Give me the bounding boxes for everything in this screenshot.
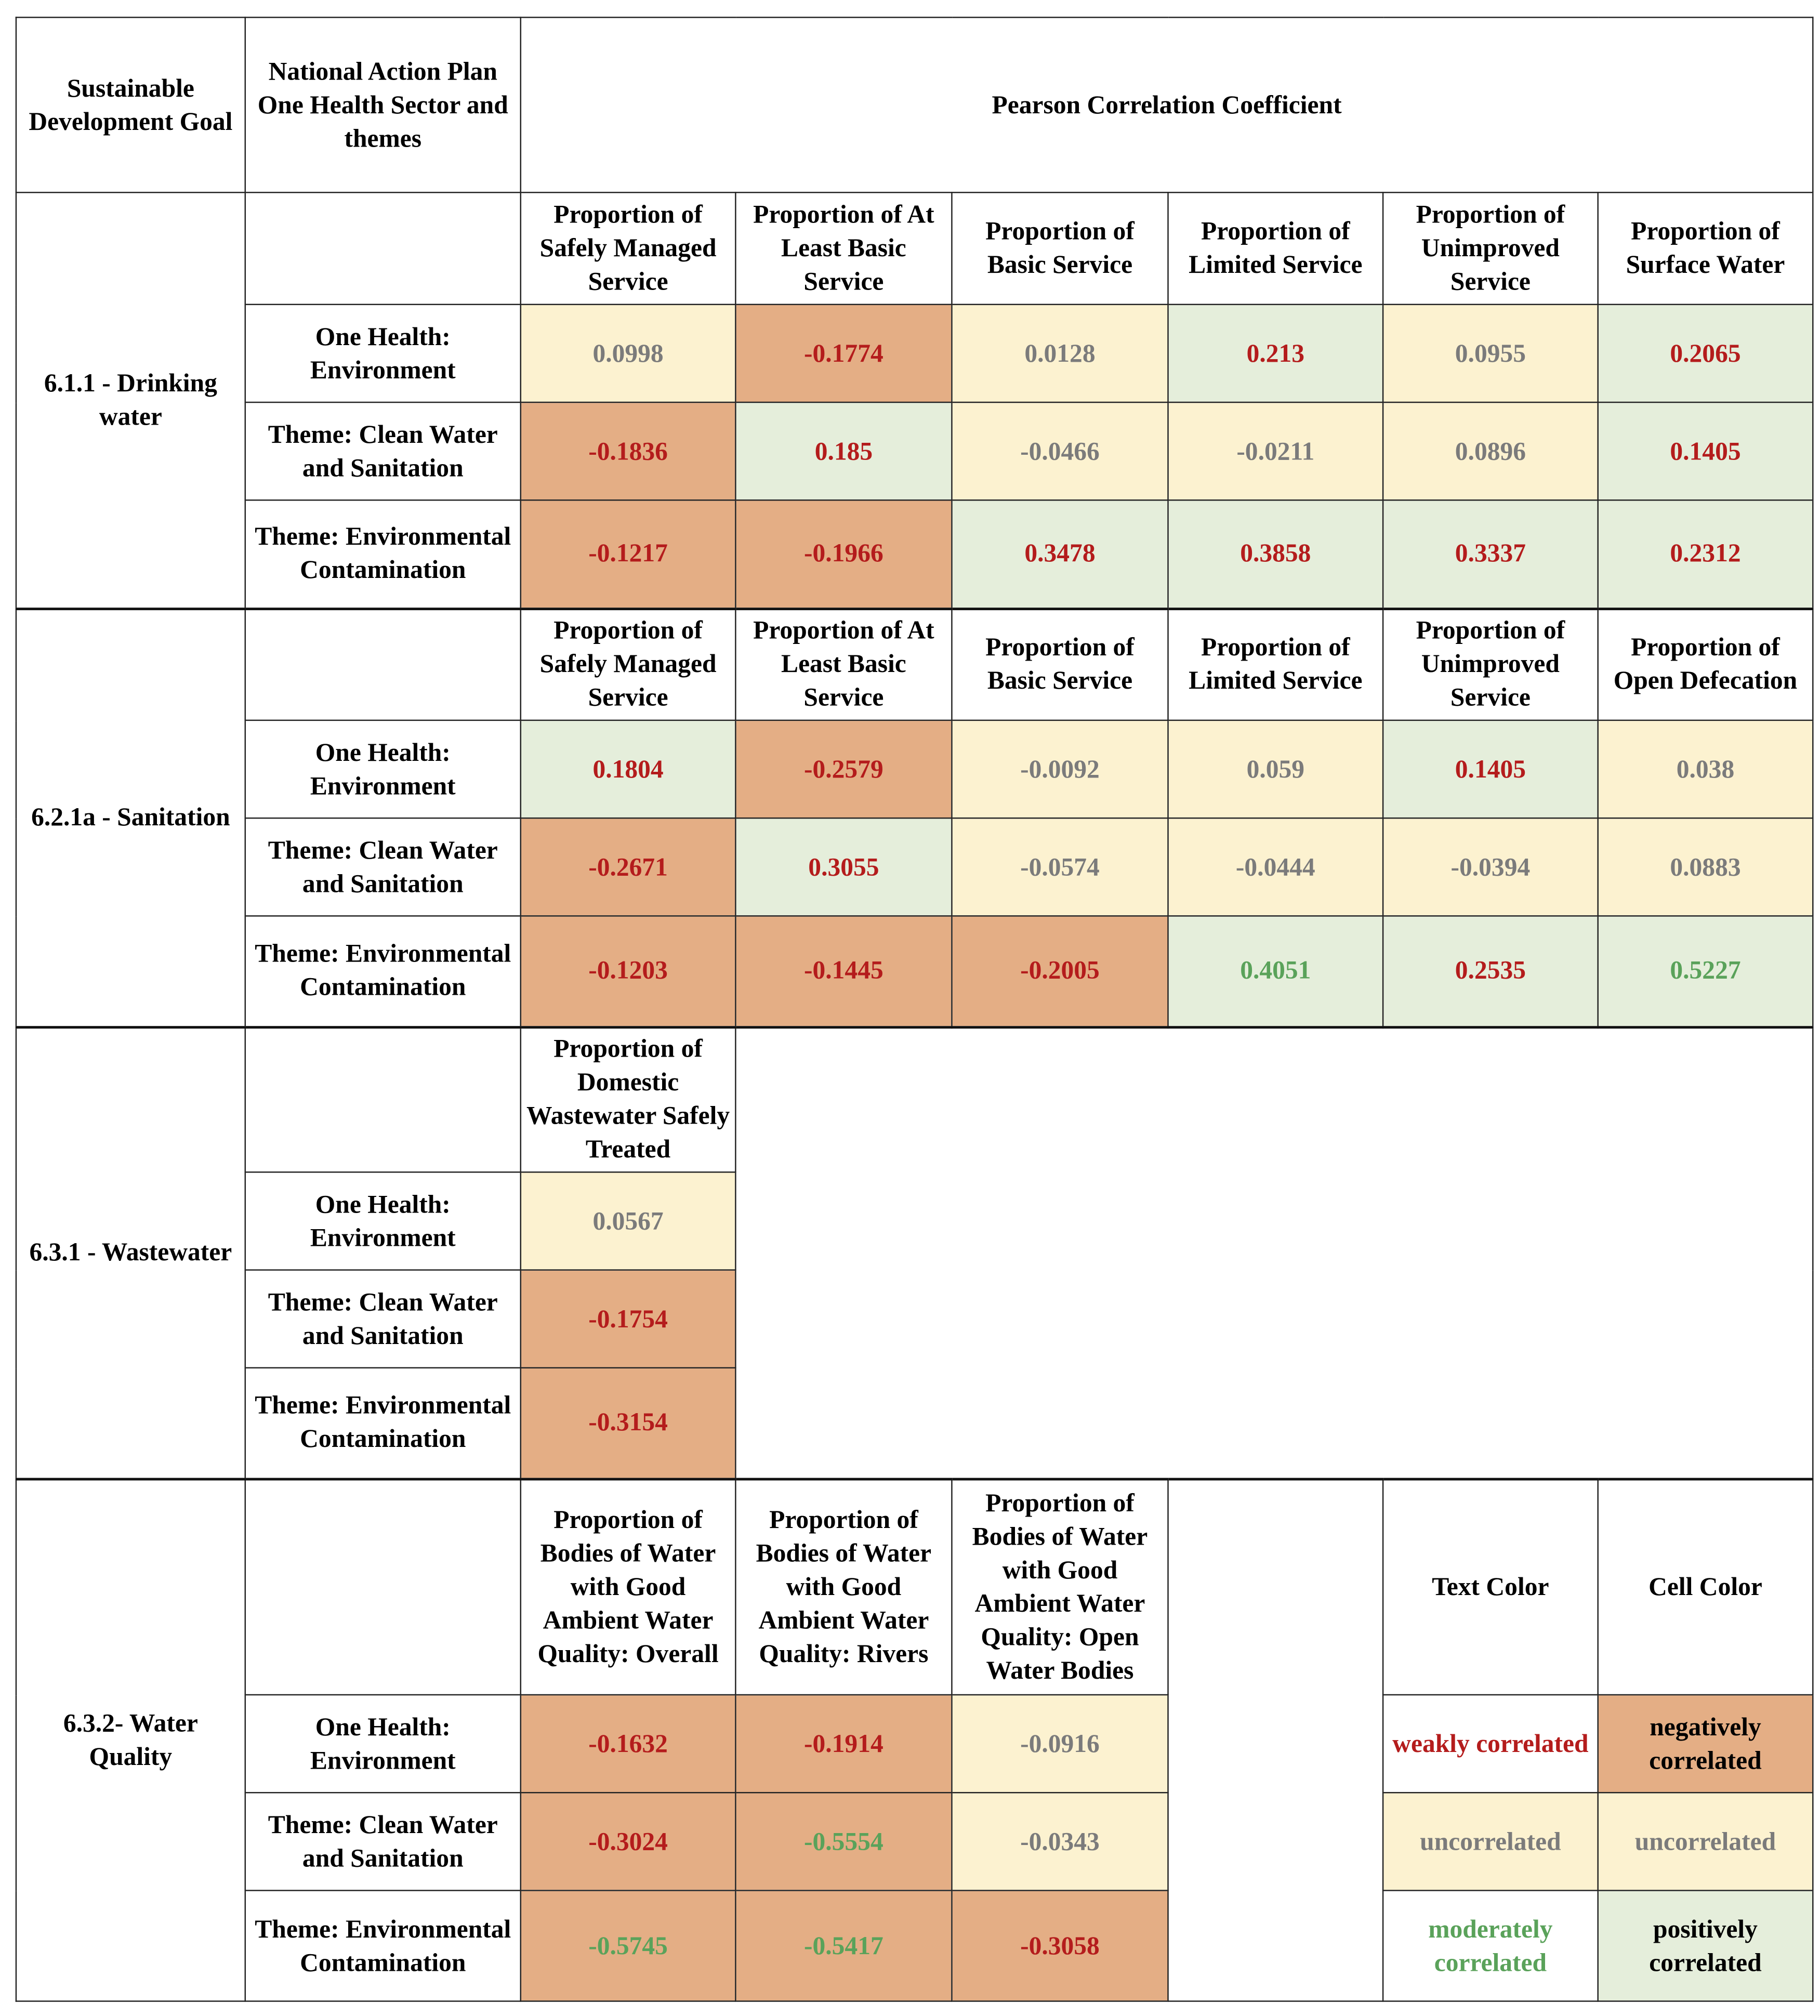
value-cell: 0.213 bbox=[1168, 305, 1383, 402]
value-cell: -0.1754 bbox=[521, 1270, 736, 1368]
row-header: Theme: Clean Water and Sanitation bbox=[245, 1793, 521, 1890]
value-cell: 0.0883 bbox=[1598, 818, 1813, 916]
value-cell: -0.1632 bbox=[521, 1695, 736, 1793]
row-header: Theme: Environmental Contamination bbox=[245, 1890, 521, 2001]
value-cell: -0.0092 bbox=[952, 720, 1168, 818]
legend-text-color-header: Text Color bbox=[1383, 1479, 1598, 1695]
column-header: Proportion of Surface Water bbox=[1598, 192, 1813, 304]
header-goal: Sustainable Development Goal bbox=[16, 17, 245, 192]
value-cell: -0.5417 bbox=[735, 1890, 952, 2001]
column-header: Proportion of At Least Basic Service bbox=[735, 192, 952, 304]
row-header: Theme: Environmental Contamination bbox=[245, 916, 521, 1026]
value-cell: -0.3154 bbox=[521, 1368, 736, 1479]
empty-area bbox=[735, 1026, 1813, 1478]
value-cell: -0.0394 bbox=[1383, 818, 1598, 916]
value-cell: 0.0567 bbox=[521, 1172, 736, 1270]
column-header: Proportion of Domestic Wastewater Safely Treated bbox=[521, 1026, 736, 1172]
blank-cell bbox=[1168, 1479, 1383, 2001]
value-cell: -0.0916 bbox=[952, 1695, 1168, 1793]
value-cell: 0.3858 bbox=[1168, 500, 1383, 608]
row-header: Theme: Clean Water and Sanitation bbox=[245, 1270, 521, 1368]
value-cell: -0.1774 bbox=[735, 305, 952, 402]
row-header: Theme: Clean Water and Sanitation bbox=[245, 402, 521, 500]
value-cell: 0.4051 bbox=[1168, 916, 1383, 1026]
goal-sanitation: 6.2.1a - Sanitation bbox=[16, 608, 245, 1026]
value-cell: -0.2579 bbox=[735, 720, 952, 818]
legend-negative: negatively correlated bbox=[1598, 1695, 1813, 1793]
header-sector: National Action Plan One Health Sector and themes bbox=[245, 17, 521, 192]
row-header: Theme: Environmental Contamination bbox=[245, 500, 521, 608]
column-header: Proportion of Unimproved Service bbox=[1383, 192, 1598, 304]
value-cell: -0.1914 bbox=[735, 1695, 952, 1793]
value-cell: 0.0896 bbox=[1383, 402, 1598, 500]
column-header: Proportion of Basic Service bbox=[952, 192, 1168, 304]
value-cell: -0.0444 bbox=[1168, 818, 1383, 916]
value-cell: 0.059 bbox=[1168, 720, 1383, 818]
header-pearson: Pearson Correlation Coefficient bbox=[521, 17, 1813, 192]
value-cell: -0.1203 bbox=[521, 916, 736, 1026]
value-cell: 0.2312 bbox=[1598, 500, 1813, 608]
value-cell: 0.2065 bbox=[1598, 305, 1813, 402]
column-header: Proportion of Safely Managed Service bbox=[521, 608, 736, 720]
row-header: Theme: Clean Water and Sanitation bbox=[245, 818, 521, 916]
value-cell: -0.2005 bbox=[952, 916, 1168, 1026]
value-cell: 0.5227 bbox=[1598, 916, 1813, 1026]
value-cell: 0.0955 bbox=[1383, 305, 1598, 402]
value-cell: -0.0574 bbox=[952, 818, 1168, 916]
legend-uncorrelated-cell: uncorrelated bbox=[1598, 1793, 1813, 1890]
value-cell: 0.185 bbox=[735, 402, 952, 500]
column-header: Proportion of Limited Service bbox=[1168, 608, 1383, 720]
column-header: Proportion of Basic Service bbox=[952, 608, 1168, 720]
value-cell: 0.3055 bbox=[735, 818, 952, 916]
row-header: One Health: Environment bbox=[245, 720, 521, 818]
legend-positive: positively correlated bbox=[1598, 1890, 1813, 2001]
column-header: Proportion of Bodies of Water with Good Ambient Water Quality: Rivers bbox=[735, 1479, 952, 1695]
value-cell: -0.1966 bbox=[735, 500, 952, 608]
value-cell: -0.2671 bbox=[521, 818, 736, 916]
value-cell: 0.1804 bbox=[521, 720, 736, 818]
value-cell: -0.0211 bbox=[1168, 402, 1383, 500]
goal-drinking-water: 6.1.1 - Drinking water bbox=[16, 192, 245, 608]
row-header: Theme: Environmental Contamination bbox=[245, 1368, 521, 1479]
column-header: Proportion of Limited Service bbox=[1168, 192, 1383, 304]
blank-cell bbox=[245, 1026, 521, 1172]
value-cell: 0.0128 bbox=[952, 305, 1168, 402]
value-cell: 0.3337 bbox=[1383, 500, 1598, 608]
blank-cell bbox=[245, 1479, 521, 1695]
blank-cell bbox=[245, 192, 521, 304]
value-cell: -0.1836 bbox=[521, 402, 736, 500]
value-cell: 0.0998 bbox=[521, 305, 736, 402]
value-cell: 0.1405 bbox=[1383, 720, 1598, 818]
value-cell: -0.5554 bbox=[735, 1793, 952, 1890]
row-header: One Health: Environment bbox=[245, 305, 521, 402]
value-cell: 0.038 bbox=[1598, 720, 1813, 818]
row-header: One Health: Environment bbox=[245, 1695, 521, 1793]
value-cell: -0.1217 bbox=[521, 500, 736, 608]
value-cell: 0.2535 bbox=[1383, 916, 1598, 1026]
goal-water-quality: 6.3.2- Water Quality bbox=[16, 1479, 245, 2001]
value-cell: -0.1445 bbox=[735, 916, 952, 1026]
legend-moderate: moderately correlated bbox=[1383, 1890, 1598, 2001]
value-cell: -0.0466 bbox=[952, 402, 1168, 500]
blank-cell bbox=[245, 608, 521, 720]
column-header: Proportion of Bodies of Water with Good Ambient Water Quality: Open Water Bodies bbox=[952, 1479, 1168, 1695]
column-header: Proportion of Unimproved Service bbox=[1383, 608, 1598, 720]
column-header: Proportion of Bodies of Water with Good Ambient Water Quality: Overall bbox=[521, 1479, 736, 1695]
legend-weak: weakly correlated bbox=[1383, 1695, 1598, 1793]
value-cell: -0.0343 bbox=[952, 1793, 1168, 1890]
legend-uncorrelated-text: uncorrelated bbox=[1383, 1793, 1598, 1890]
value-cell: -0.5745 bbox=[521, 1890, 736, 2001]
legend-cell-color-header: Cell Color bbox=[1598, 1479, 1813, 1695]
column-header: Proportion of Safely Managed Service bbox=[521, 192, 736, 304]
goal-wastewater: 6.3.1 - Wastewater bbox=[16, 1026, 245, 1478]
column-header: Proportion of Open Defecation bbox=[1598, 608, 1813, 720]
value-cell: -0.3058 bbox=[952, 1890, 1168, 2001]
row-header: One Health: Environment bbox=[245, 1172, 521, 1270]
value-cell: 0.1405 bbox=[1598, 402, 1813, 500]
column-header: Proportion of At Least Basic Service bbox=[735, 608, 952, 720]
value-cell: -0.3024 bbox=[521, 1793, 736, 1890]
correlation-table bbox=[16, 17, 1814, 2002]
value-cell: 0.3478 bbox=[952, 500, 1168, 608]
